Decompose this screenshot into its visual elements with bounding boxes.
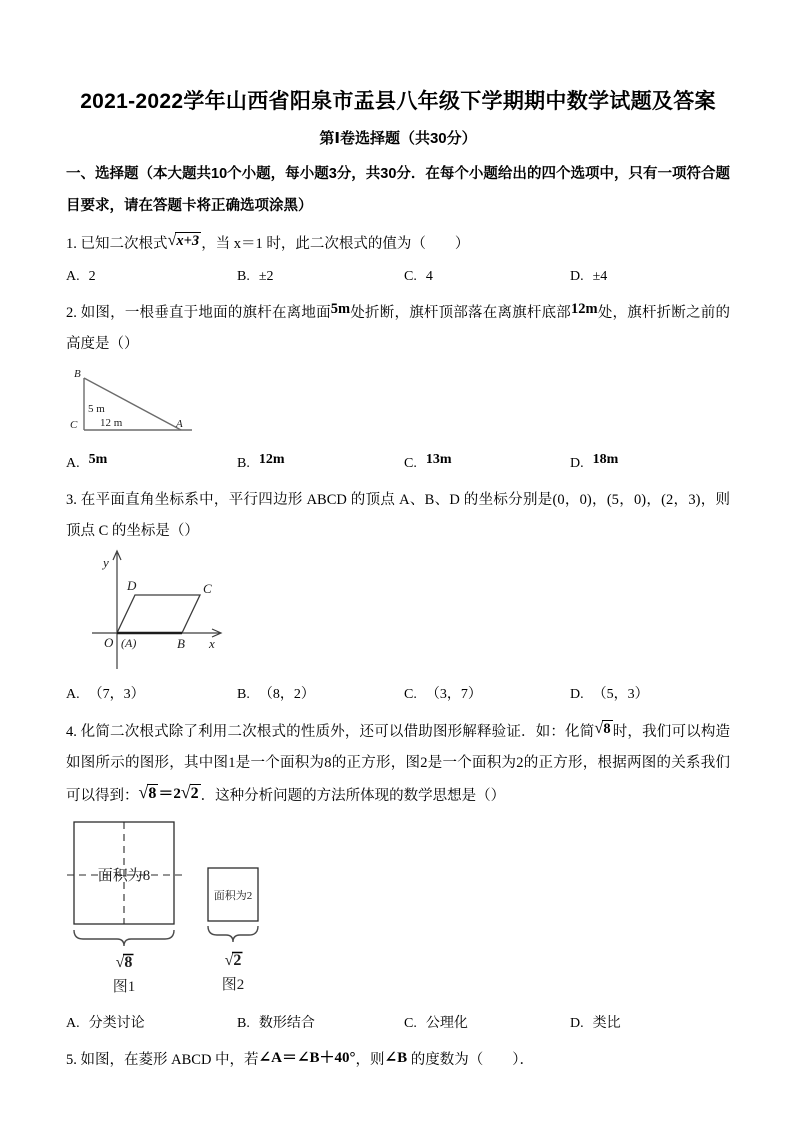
q3-parallelogram-figure (78, 547, 730, 678)
option-b: B. ±2 (237, 269, 274, 284)
radicand: 2 (190, 785, 199, 802)
figure2-caption: 图2 (221, 977, 245, 993)
figure1-caption: 图1 (112, 979, 136, 995)
option-d: D. 类比 (570, 1016, 621, 1031)
vertex-label-b: B (74, 368, 81, 380)
radical-sign: √ (138, 782, 149, 802)
side-length-label: 5 m (88, 403, 105, 415)
q4-formula-equals: ＝2 (158, 786, 181, 802)
option-d: D. ±4 (570, 269, 608, 284)
q5-angle-b: ∠B (384, 1050, 408, 1066)
radicand: 8 (148, 785, 157, 802)
option-a: A. 5m (66, 452, 108, 471)
question-2 (66, 298, 730, 360)
q4-part1: 4. 化简二次根式除了利用二次根式的性质外，还可以借助图形解释验证．如：化简 (66, 724, 595, 740)
q5-angle-formula: ∠A＝∠B＋40° (258, 1050, 356, 1066)
square1-underbrace (74, 930, 174, 946)
radicand: 8 (603, 721, 611, 737)
question-5 (66, 1045, 730, 1076)
question-3: 3. 在平面直角坐标系中，平行四边形 ABCD 的顶点 A、B、D 的坐标分别是(0，0)，(5，0)，(2，3)，则顶点 C 的坐标是（） (66, 492, 730, 539)
option-b: B. 12m (237, 452, 285, 471)
square2-area-label: 面积为2 (213, 890, 253, 902)
q2-part1: 2. 如图，一根垂直于地面的旗杆在离地面 (66, 305, 331, 321)
question-2-options (66, 449, 730, 479)
q4-part3: ．这种分析问题的方法所体现的数学思想是（） (200, 788, 506, 804)
option-c: C. （3，7） (404, 687, 482, 702)
radicand: x+3 (176, 233, 200, 249)
q4-sqrt-8 (594, 721, 612, 737)
section-intro: 一、选择题（本大题共10个小题，每小题3分，共30分．在每个小题给出的四个选项中，只有一项符合题目要求，请在答题卡将正确选项涂黑） (66, 166, 730, 214)
q1-prefix: 1. 已知二次根式 (66, 236, 168, 252)
squares-diagram (66, 818, 376, 1002)
radical-sign: √ (167, 231, 177, 249)
x-axis-label: x (209, 636, 215, 651)
radical-sign: √ (180, 782, 191, 802)
q2-part3: 处，旗杆折断之前的高度是（） (66, 305, 731, 352)
q4-part2: 时，我们可以构造如图所示的图形，其中图1是一个面积为8的正方形，图2是一个面积为2的正方形，根据两图的关系我们可以得到： (66, 724, 731, 804)
vertex-label-c: C (203, 581, 212, 596)
q4-formula-rhs (180, 782, 201, 802)
option-d: D. 18m (570, 452, 619, 471)
square1-side-value: √8 (115, 954, 133, 971)
q2-bold-12m: 12m (571, 301, 598, 317)
page-title: 2021-2022学年山西省阳泉市盂县八年级下学期期中数学试题及答案 (80, 90, 716, 113)
parallelogram-outline (117, 595, 200, 633)
q4-formula-lhs (138, 782, 159, 802)
q5-part1: 5. 如图，在菱形 ABCD 中，若 (66, 1052, 259, 1068)
square2-underbrace (208, 926, 258, 942)
option-a: A. （7，3） (66, 687, 145, 702)
option-a: A. 分类讨论 (66, 1016, 145, 1031)
q1-sqrt-expression (168, 233, 202, 249)
option-d: D. （5，3） (570, 687, 649, 702)
origin-a-label: (A) (121, 636, 137, 650)
q4-squares-figure (66, 818, 730, 1007)
option-b: B. 数形结合 (237, 1016, 315, 1031)
vertex-label-d: D (127, 578, 137, 593)
q5-part3: 的度数为（ ）． (407, 1052, 534, 1068)
square2-side-value: √2 (224, 952, 242, 969)
vertex-label-b: B (177, 636, 185, 651)
section-header: 第Ⅰ卷选择题（共30分） (319, 130, 477, 147)
option-b: B. （8，2） (237, 687, 315, 702)
base-length-label: 12 m (100, 417, 123, 429)
question-1-options (66, 262, 730, 292)
q1-suffix: ，当 x＝1 时，此二次根式的值为（ ） (201, 236, 470, 252)
coordinate-diagram (78, 547, 248, 673)
option-c: C. 4 (404, 269, 433, 284)
question-4-options (66, 1009, 730, 1039)
q5-part2: ，则 (355, 1052, 385, 1068)
option-c: C. 公理化 (404, 1016, 468, 1031)
triangle-diagram (66, 364, 276, 442)
question-3-options (66, 680, 730, 710)
square1-area-label: 面积为8 (97, 868, 151, 884)
origin-label: O (104, 635, 114, 650)
q2-part2: 处折断，旗杆顶部落在离旗杆底部 (350, 305, 572, 321)
question-4 (66, 716, 730, 812)
option-c: C. 13m (404, 452, 452, 471)
vertex-label-c: C (70, 419, 78, 431)
radical-sign: √ (594, 719, 604, 737)
question-1 (66, 228, 730, 260)
y-axis-label: y (103, 555, 109, 570)
q2-bold-5m: 5m (330, 301, 351, 317)
vertex-label-a: A (176, 418, 183, 430)
q2-flagpole-triangle-figure (66, 364, 730, 447)
option-a: A. 2 (66, 269, 96, 284)
